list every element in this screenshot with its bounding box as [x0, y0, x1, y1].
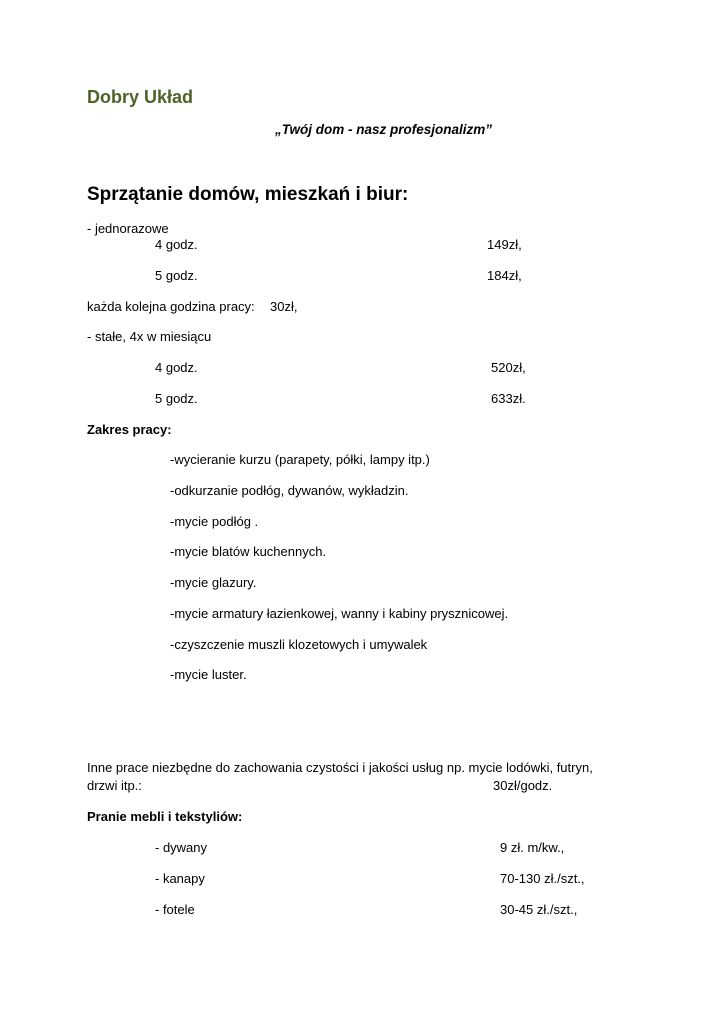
price-item: - dywany — [155, 840, 208, 855]
regular-label: - stałe, 4x w miesiącu — [87, 329, 212, 344]
price-item: 5 godz. — [155, 391, 198, 406]
price-value: 9 zł. m/kw., — [500, 840, 565, 855]
other-text-line1: Inne prace niezbędne do zachowania czystości i jakości usług np. mycie lodówki, futryn, — [87, 760, 593, 775]
scope-item: -mycie podłóg . — [170, 514, 259, 529]
extra-hour-price: 30zł, — [270, 299, 298, 314]
price-value: 520zł, — [491, 360, 526, 375]
scope-item: -mycie luster. — [170, 667, 247, 682]
price-item: 4 godz. — [155, 360, 198, 375]
washing-title: Pranie mebli i tekstyliów: — [87, 809, 243, 824]
scope-item: -odkurzanie podłóg, dywanów, wykładzin. — [170, 483, 409, 498]
price-item: 4 godz. — [155, 237, 198, 252]
extra-hour-label: każda kolejna godzina pracy: — [87, 299, 255, 314]
price-value: 149zł, — [487, 237, 522, 252]
section-heading: Sprzątanie domów, mieszkań i biur: — [87, 184, 409, 205]
scope-title: Zakres pracy: — [87, 422, 172, 437]
scope-item: -mycie blatów kuchennych. — [170, 544, 327, 559]
price-item: 5 godz. — [155, 268, 198, 283]
price-value: 30-45 zł./szt., — [500, 902, 578, 917]
price-value: 70-130 zł./szt., — [500, 871, 585, 886]
other-text-line2: drzwi itp.: — [87, 778, 142, 793]
price-item: - fotele — [155, 902, 195, 917]
price-item: - kanapy — [155, 871, 205, 886]
scope-item: -mycie armatury łazienkowej, wanny i kabiny prysznicowej. — [170, 606, 509, 621]
scope-item: -czyszczenie muszli klozetowych i umywalek — [170, 637, 428, 652]
price-value: 184zł, — [487, 268, 522, 283]
brand-title: Dobry Układ — [87, 87, 194, 107]
other-price: 30zł/godz. — [493, 778, 553, 793]
scope-item: -mycie glazury. — [170, 575, 257, 590]
motto: „Twój dom - nasz profesjonalizm” — [275, 122, 493, 137]
price-value: 633zł. — [491, 391, 526, 406]
one-time-label: - jednorazowe — [87, 221, 169, 236]
scope-item: -wycieranie kurzu (parapety, półki, lampy itp.) — [170, 452, 430, 467]
